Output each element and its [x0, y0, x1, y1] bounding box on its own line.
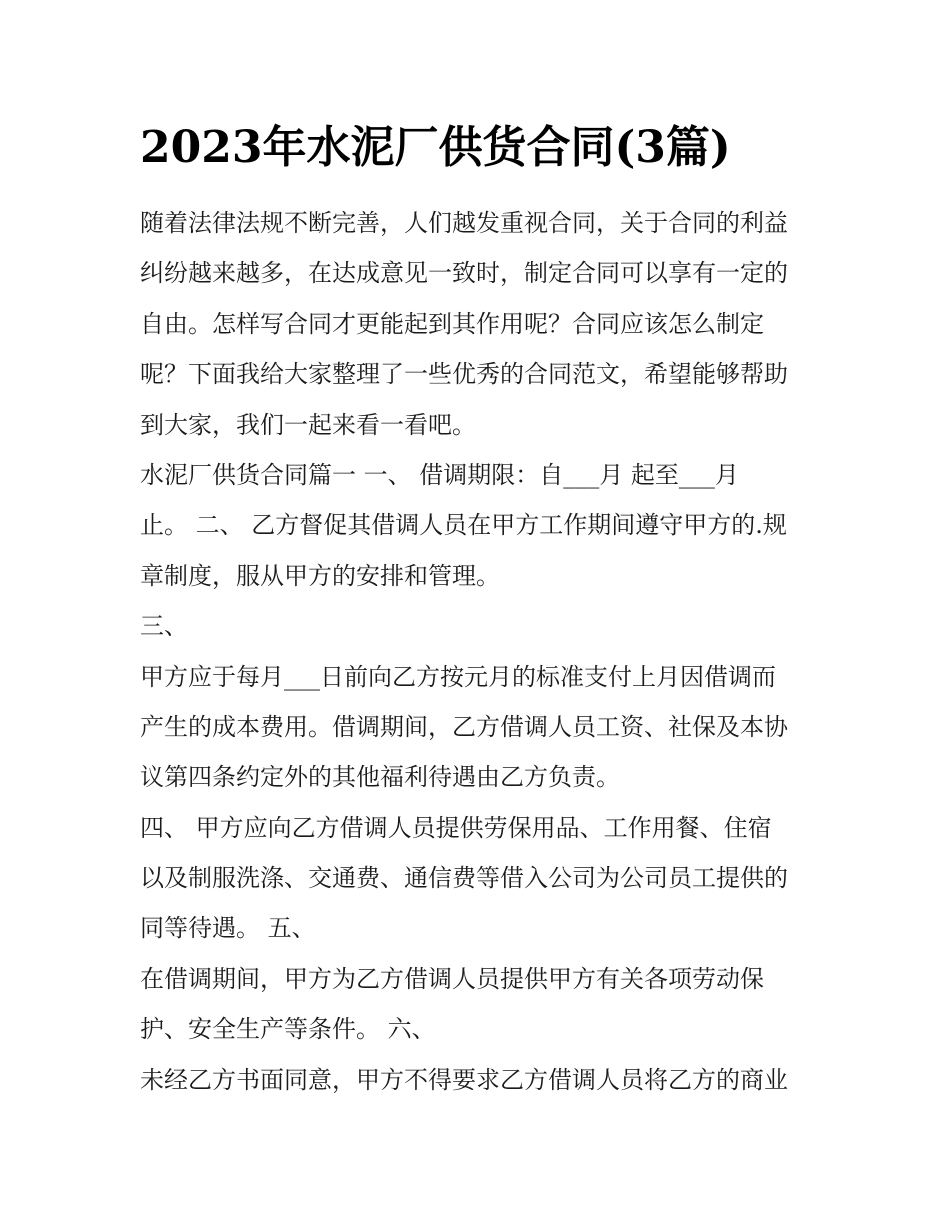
- body-line: 在借调期间，甲方为乙方借调人员提供甲方有关各项劳动保: [140, 964, 764, 993]
- body-line: 止。 二、 乙方督促其借调人员在甲方工作期间遵守甲方的.规: [140, 511, 787, 540]
- body-line: 纠纷越来越多，在达成意见一致时，制定合同可以享有一定的: [140, 259, 788, 288]
- body-line: 护、安全生产等条件。 六、: [140, 1015, 436, 1044]
- body-line: 自由。怎样写合同才更能起到其作用呢？合同应该怎么制定: [140, 309, 764, 338]
- body-line: 水泥厂供货合同篇一 一、 借调期限：自___月 起至___月: [140, 460, 739, 489]
- body-line: 甲方应于每月___日前向乙方按元月的标准支付上月因借调而: [140, 662, 776, 691]
- body-line: 到大家，我们一起来看一看吧。: [140, 410, 476, 439]
- body-line: 产生的成本费用。借调期间，乙方借调人员工资、社保及本协: [140, 712, 788, 741]
- body-line: 以及制服洗涤、交通费、通信费等借入公司为公司员工提供的: [140, 864, 788, 893]
- document-title: 2023年水泥厂供货合同(3篇): [140, 122, 731, 173]
- body-line: 呢？下面我给大家整理了一些优秀的合同范文，希望能够帮助: [140, 360, 788, 389]
- body-line: 三、: [140, 612, 188, 641]
- body-line: 议第四条约定外的其他福利待遇由乙方负责。: [140, 763, 620, 792]
- body-line: 四、 甲方应向乙方借调人员提供劳保用品、工作用餐、住宿: [140, 813, 772, 842]
- body-line: 章制度，服从甲方的安排和管理。: [140, 561, 500, 590]
- document-body: [140, 198, 820, 1105]
- body-line: 同等待遇。 五、: [140, 914, 316, 943]
- body-line: 随着法律法规不断完善，人们越发重视合同，关于合同的利益: [140, 209, 788, 237]
- body-line: 未经乙方书面同意，甲方不得要求乙方借调人员将乙方的商业: [140, 1065, 788, 1094]
